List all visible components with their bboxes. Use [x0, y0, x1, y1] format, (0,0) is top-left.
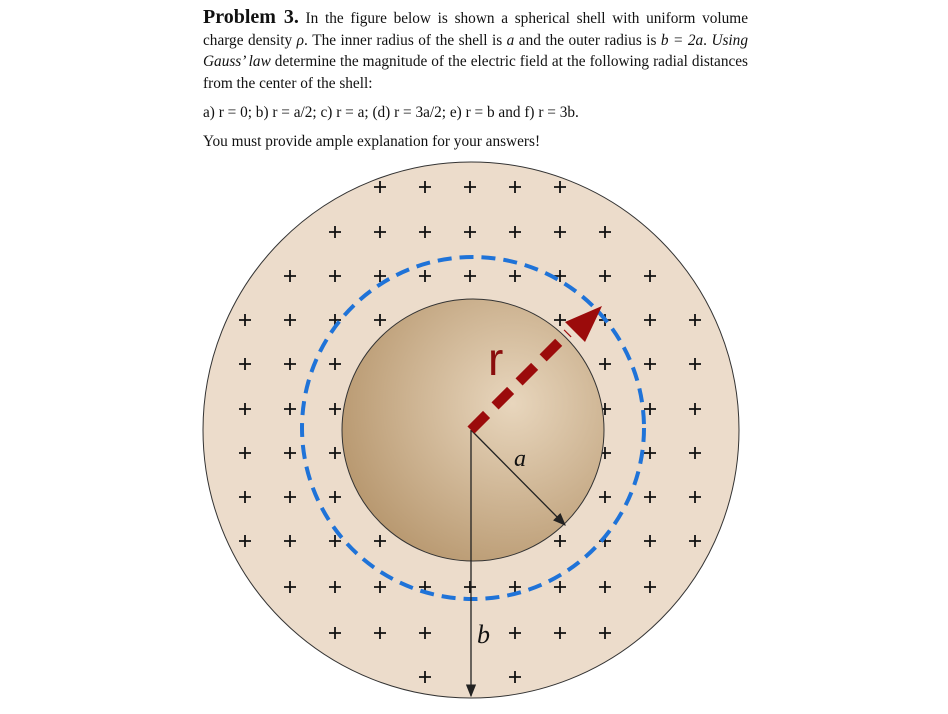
- problem-title: Problem 3.: [203, 6, 299, 28]
- problem-note: You must provide ample explanation for your answers!: [203, 133, 541, 150]
- problem-statement: Problem 3. In the figure below is shown a spherical shell with uniform volume charge density ρ. The inner radius of the shell is a and the outer radius is b = 2a. Using Gauss’ law determine the magnitude of the electric field at the following radial distances from the center of the shell:: [203, 6, 748, 92]
- problem-cases: a) r = 0; b) r = a/2; c) r = a; (d) r = 3a/2; e) r = b and f) r = 3b.: [203, 104, 579, 121]
- label-a: a: [514, 446, 526, 472]
- label-b: b: [477, 620, 490, 649]
- label-r: r: [488, 333, 504, 385]
